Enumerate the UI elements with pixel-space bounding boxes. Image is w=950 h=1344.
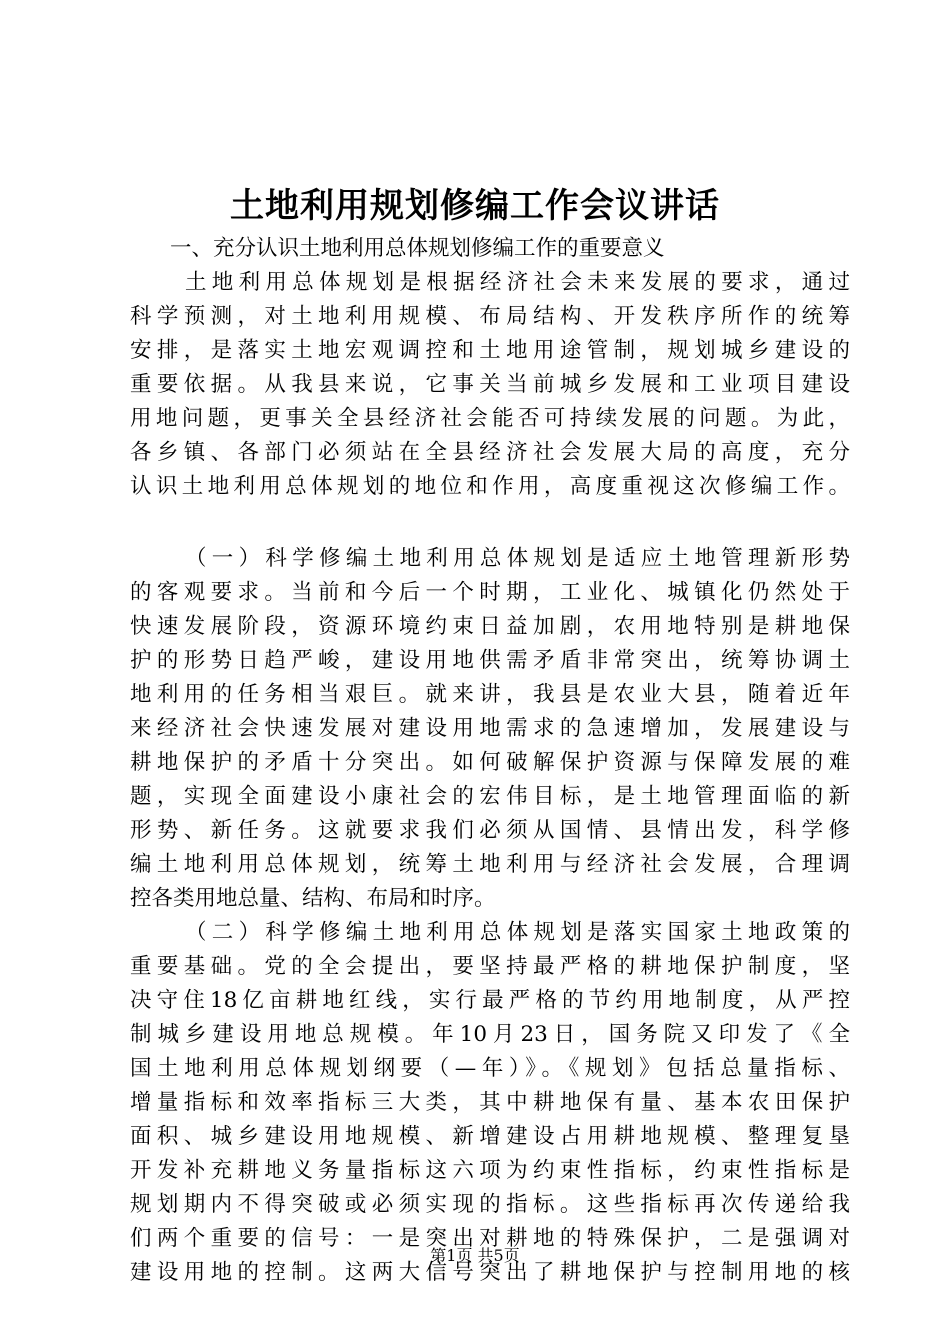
paragraph-line: 控各类用地总量、结构、布局和时序。 — [130, 886, 496, 911]
document-title: 土地利用规划修编工作会议讲话 — [230, 186, 720, 226]
paragraph-line: 护的形势日趋严峻，建设用地供需矛盾非常突出，统筹协调土 — [130, 648, 850, 673]
paragraph-line: 开发补充耕地义务量指标这六项为约束性指标，约束性指标是 — [130, 1158, 850, 1183]
paragraph-line: 认识土地利用总体规划的地位和作用，高度重视这次修编工作。 — [130, 474, 850, 499]
paragraph-line: 重要依据。从我县来说，它事关当前城乡发展和工业项目建设 — [130, 372, 850, 397]
paragraph-line: 编土地利用总体规划，统筹土地利用与经济社会发展，合理调 — [130, 852, 850, 877]
paragraph-line: 国土地利用总体规划纲要（—年）》。《规划》包括总量指标、 — [130, 1056, 850, 1081]
paragraph-line: 来经济社会快速发展对建设用地需求的急速增加，发展建设与 — [130, 716, 850, 741]
paragraph-line: 形势、新任务。这就要求我们必须从国情、县情出发，科学修 — [130, 818, 850, 843]
section-heading: 一、充分认识土地利用总体规划修编工作的重要意义 — [170, 236, 665, 261]
paragraph-gap — [130, 504, 850, 542]
document-body — [130, 232, 850, 1290]
paragraph-line: 们两个重要的信号：一是突出对耕地的特殊保护，二是强调对 — [130, 1226, 850, 1251]
paragraph-line: 增量指标和效率指标三大类，其中耕地保有量、基本农田保护 — [130, 1090, 850, 1115]
paragraph-line: 科学预测，对土地利用规模、布局结构、开发秩序所作的统筹 — [130, 304, 850, 329]
paragraph-line: 快速发展阶段，资源环境约束日益加剧，农用地特别是耕地保 — [130, 614, 850, 639]
paragraph-line: 地利用的任务相当艰巨。就来讲，我县是农业大县，随着近年 — [130, 682, 850, 707]
paragraph-line: 各乡镇、各部门必须站在全县经济社会发展大局的高度，充分 — [130, 440, 850, 465]
paragraph-line: 重要基础。党的全会提出，要坚持最严格的耕地保护制度，坚 — [130, 954, 850, 979]
paragraph-line: 用地问题，更事关全县经济社会能否可持续发展的问题。为此， — [130, 406, 850, 431]
page-number: 第1页 共5页 — [430, 1246, 520, 1265]
paragraph-line: 安排，是落实土地宏观调控和土地用途管制，规划城乡建设的 — [130, 338, 850, 363]
paragraph-line: （一）科学修编土地利用总体规划是适应土地管理新形势 — [185, 546, 850, 571]
paragraph-line: 的客观要求。当前和今后一个时期，工业化、城镇化仍然处于 — [130, 580, 850, 605]
paragraph-line: 决守住18亿亩耕地红线，实行最严格的节约用地制度，从严控 — [130, 988, 850, 1013]
paragraph-line: 题，实现全面建设小康社会的宏伟目标，是土地管理面临的新 — [130, 784, 850, 809]
paragraph-line: 土地利用总体规划是根据经济社会未来发展的要求，通过 — [185, 270, 850, 295]
paragraph-line: 制城乡建设用地总规模。年10月23日，国务院又印发了《全 — [130, 1022, 850, 1047]
paragraph-line: （二）科学修编土地利用总体规划是落实国家土地政策的 — [185, 920, 850, 945]
paragraph-line: 建设用地的控制。这两大信号突出了耕地保护与控制用地的核 — [130, 1260, 850, 1285]
paragraph-line: 规划期内不得突破或必须实现的指标。这些指标再次传递给我 — [130, 1192, 850, 1217]
paragraph-line: 面积、城乡建设用地规模、新增建设占用耕地规模、整理复垦 — [130, 1124, 850, 1149]
paragraph-line: 耕地保护的矛盾十分突出。如何破解保护资源与保障发展的难 — [130, 750, 850, 775]
